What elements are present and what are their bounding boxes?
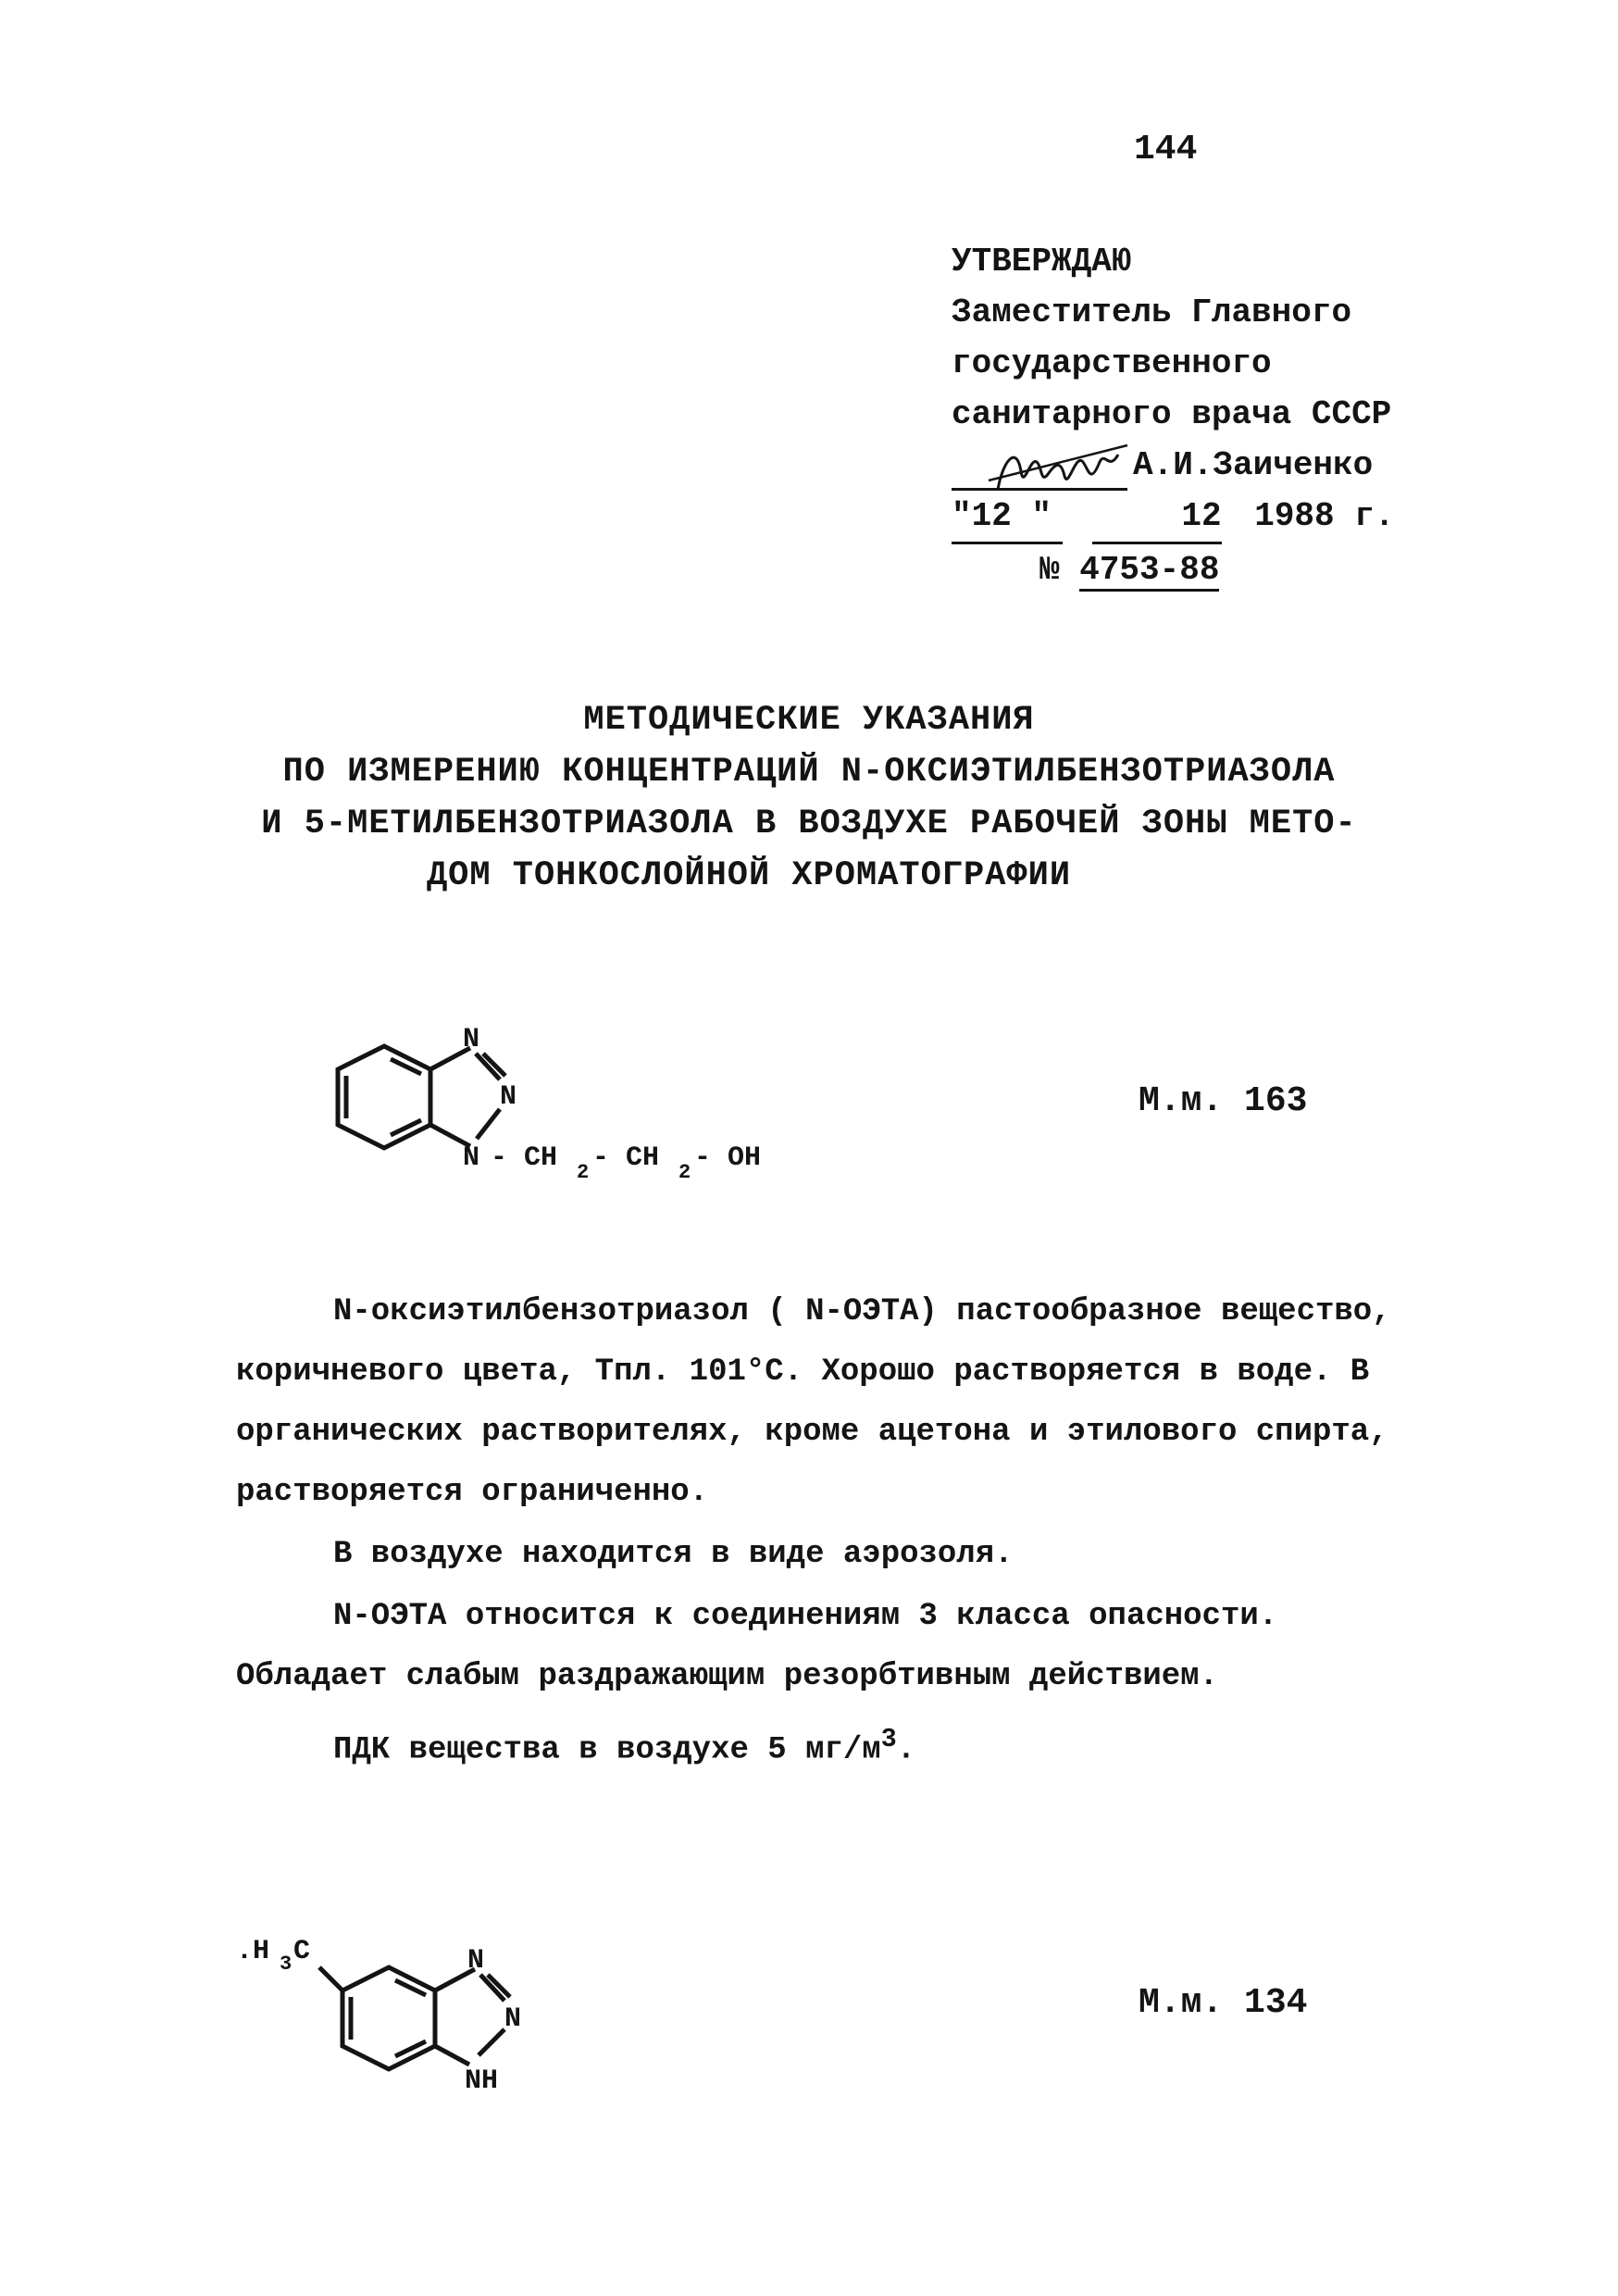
- molecular-weight-2: М.м. 134: [1139, 1983, 1308, 2023]
- chain-sub-1: 2: [577, 1161, 590, 1184]
- paragraph-mac: [236, 1709, 1393, 1780]
- number-sign: №: [1039, 551, 1060, 589]
- approval-position-line2: государственного: [952, 344, 1272, 382]
- title-line-3: И 5-МЕТИЛБЕНЗОТРИАЗОЛА В ВОЗДУХЕ РАБОЧЕЙ ЗОНЫ МЕТО-: [261, 805, 1357, 843]
- atom-n1-b: N: [467, 1945, 485, 1977]
- mac-text: ПДК вещества в воздухе 5 мг/м: [333, 1732, 881, 1768]
- handwritten-signature: [979, 434, 1137, 508]
- mac-unit-exponent: 3: [880, 1724, 897, 1754]
- mac-end: .: [896, 1732, 916, 1768]
- methyl-sub: 3: [280, 1953, 292, 1976]
- approval-block: [952, 236, 1394, 595]
- approver-name: А.И.Заиченко: [1133, 446, 1374, 484]
- methyl-h: .H: [236, 1936, 270, 1967]
- atom-n2: N: [500, 1081, 517, 1113]
- atom-n1: N: [463, 1024, 480, 1055]
- chain-sub-2: 2: [678, 1161, 691, 1184]
- title-line-2: ПО ИЗМЕРЕНИЮ КОНЦЕНТРАЦИЙ N-ОКСИЭТИЛБЕНЗОТРИАЗОЛА: [282, 753, 1336, 792]
- atom-nh: NH: [465, 2065, 499, 2097]
- methyl-c: C: [293, 1936, 311, 1967]
- approval-position-line3: санитарного врача СССР: [952, 395, 1392, 433]
- atom-n2-b: N: [504, 2003, 522, 2035]
- document-number: 4753-88: [1079, 551, 1219, 592]
- approval-position-line1: Заместитель Главного: [952, 293, 1352, 331]
- description-block: [236, 1282, 1393, 1780]
- structure-oxyethylbenzotriazole: [315, 1000, 833, 1217]
- page-number: 144: [1134, 130, 1198, 169]
- paragraph-aerosol: В воздухе находится в виде аэрозоля.: [333, 1537, 1014, 1572]
- structural-formula-1: [315, 1000, 833, 1213]
- chain-ch2-second: - CH: [592, 1142, 660, 1174]
- chain-oh: - OH: [694, 1142, 762, 1174]
- document-title: [0, 694, 1618, 902]
- date-year: 1988 г.: [1254, 497, 1395, 535]
- signature-row: [952, 440, 1394, 491]
- atom-n3: N: [463, 1142, 480, 1174]
- date-day: "12 ": [952, 491, 1063, 544]
- title-line-4: ДОМ ТОНКОСЛОЙНОЙ ХРОМАТОГРАФИИ: [426, 856, 1072, 895]
- approval-heading: УТВЕРЖДАЮ: [952, 243, 1132, 281]
- date-month: 12: [1092, 491, 1222, 544]
- approval-number: [952, 544, 1394, 595]
- title-line-1: МЕТОДИЧЕСКИЕ УКАЗАНИЯ: [583, 701, 1035, 740]
- paragraph-hazard: N-ОЭТА относится к соединениям 3 класса опасности. Обладает слабым раздражающим резорбтивным действием.: [236, 1599, 1278, 1694]
- signature-line: [952, 451, 1127, 491]
- chain-ch2-first: - CH: [491, 1142, 558, 1174]
- structure-methylbenzotriazole: [227, 1889, 616, 2125]
- structural-formula-2: [227, 1889, 616, 2120]
- molecular-weight-1: М.м. 163: [1139, 1081, 1308, 1121]
- paragraph-properties: N-оксиэтилбензотриазол ( N-ОЭТА) пастообразное вещество, коричневого цвета, Тпл. 101°С. Хорошо растворяется в воде. В органических растворителях, кроме ацетона и этилового спирта, растворяется ограниченно.: [236, 1294, 1391, 1510]
